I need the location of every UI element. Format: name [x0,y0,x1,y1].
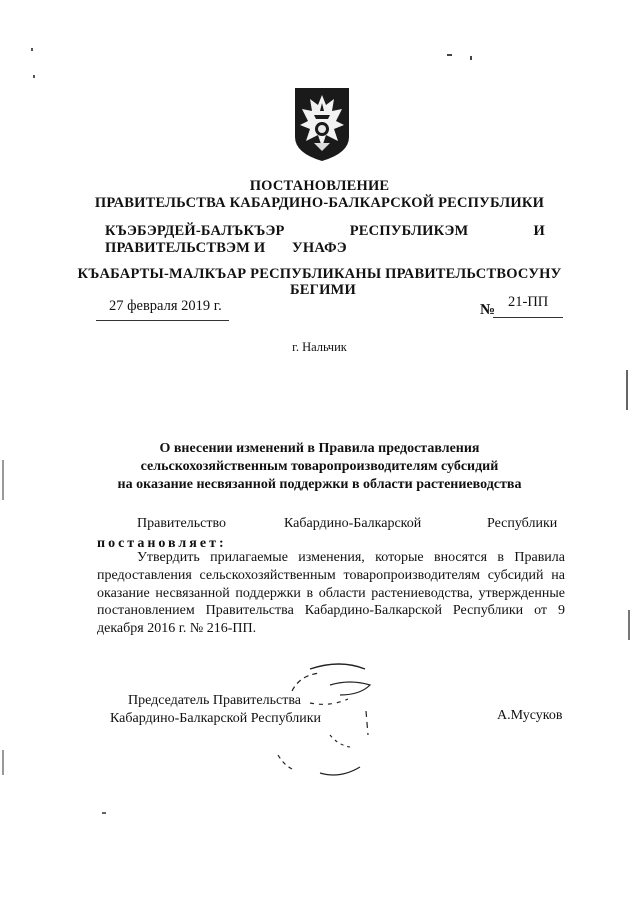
doc-type-heading: ПОСТАНОВЛЕНИЕ [249,178,390,194]
handwritten-signature [270,655,390,785]
decree-body-text: Утвердить прилагаемые изменения, которые вносятся в Правила предоставления сельскохозяйственным товаропроизводителям субсидий на оказание несвязанной поддержки в области растениеводства, утвержденные постановлением Правительства Кабардино-Балкарской Республики от 9 декабря 2016 г. № 216-ПП. [97,550,565,637]
title-line: О внесении изменений в Правила предоставления [159,441,480,456]
government-word: Кабардино-Балкарской [284,516,422,531]
document-title [0,440,639,494]
government-word: Правительство [137,516,226,531]
document-date: 27 февраля 2019 г. [109,298,222,314]
government-heading-krc: КЪАБАРТЫ-МАЛКЪАР РЕСПУБЛИКАНЫ ПРАВИТЕЛЬСТВОСУНУ [77,266,562,282]
date-underline [96,320,229,321]
coat-of-arms-icon [292,85,352,163]
title-line: сельскохозяйственным товаропроизводителям субсидий [140,459,499,474]
title-line: на оказание несвязанной поддержки в области растениеводства [117,477,522,492]
number-underline [493,317,563,318]
document-number: 21-ПП [508,294,549,310]
signatory-position-line1: Председатель Правительства [128,693,301,708]
number-sign: № [480,302,496,318]
government-heading-kbd: КЪЭБЭРДЕЙ-БАЛЪКЪЭР РЕСПУБЛИКЭМ И ПРАВИТЕЛЬСТВЭМ И [105,223,545,256]
government-heading-kbd-cont: УНАФЭ [292,240,347,256]
signatory-name: А.Мусуков [497,708,563,723]
government-heading-ru: ПРАВИТЕЛЬСТВА КАБАРДИНО-БАЛКАРСКОЙ РЕСПУБЛИКИ [94,195,545,211]
document-city: г. Нальчик [292,340,347,354]
government-heading-krc-cont: БЕГИМИ [290,282,356,298]
signatory-position-line2: Кабардино-Балкарской Республики [110,711,321,726]
decree-word: постановляет: [97,536,227,551]
government-word: Республики [487,516,558,531]
